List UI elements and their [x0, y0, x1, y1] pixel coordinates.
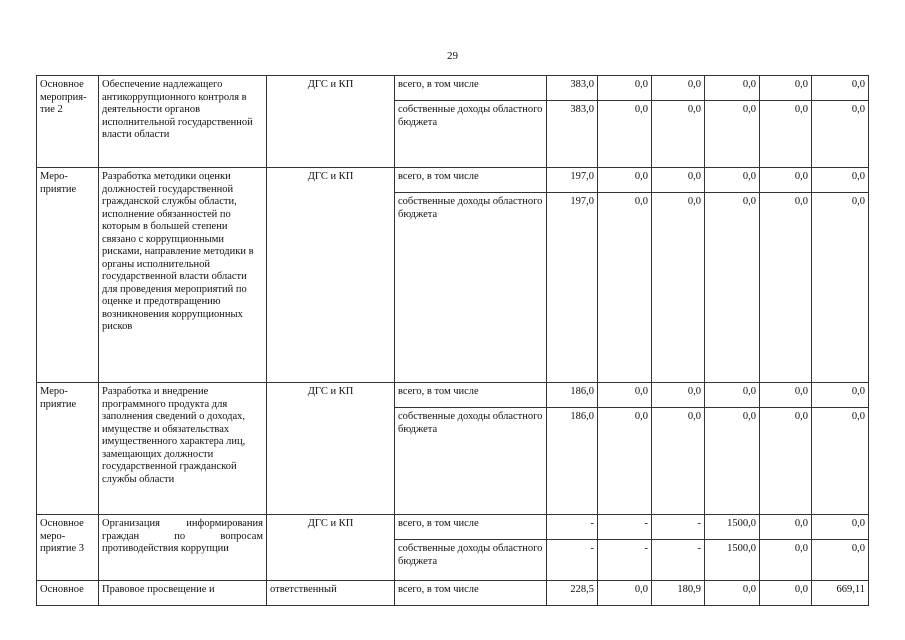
value-cell: - [652, 540, 705, 581]
event-type-cell: Основное меро-приятие 3 [37, 515, 99, 581]
value-cell: 0,0 [652, 168, 705, 193]
value-cell: 1500,0 [705, 540, 760, 581]
value-cell: 0,0 [760, 515, 812, 540]
value-cell: 0,0 [760, 76, 812, 101]
value-cell: - [547, 515, 598, 540]
value-cell: 186,0 [547, 408, 598, 515]
value-cell: 0,0 [652, 101, 705, 168]
value-cell: 0,0 [812, 515, 869, 540]
value-cell: 0,0 [812, 76, 869, 101]
value-cell: 228,5 [547, 581, 598, 606]
value-cell: 0,0 [705, 581, 760, 606]
value-cell: 0,0 [598, 193, 652, 383]
event-description-cell: Правовое просвещение и [99, 581, 267, 606]
event-type-cell: Меро-приятие [37, 168, 99, 383]
value-cell: - [547, 540, 598, 581]
value-cell: 0,0 [705, 193, 760, 383]
value-cell: 197,0 [547, 193, 598, 383]
funding-source-cell: всего, в том числе [395, 168, 547, 193]
value-cell: - [598, 540, 652, 581]
value-cell: 669,11 [812, 581, 869, 606]
value-cell: 0,0 [705, 101, 760, 168]
funding-source-cell: собственные доходы областного бюджета [395, 540, 547, 581]
value-cell: 0,0 [652, 408, 705, 515]
table-row [37, 581, 869, 606]
funding-source-cell: собственные доходы областного бюджета [395, 408, 547, 515]
value-cell: 197,0 [547, 168, 598, 193]
value-cell: 180,9 [652, 581, 705, 606]
value-cell: 0,0 [812, 193, 869, 383]
responsible-cell: ДГС и КП [267, 76, 395, 168]
table-row [37, 76, 869, 101]
value-cell: 0,0 [598, 581, 652, 606]
event-description-cell: Разработка и внедрение программного продукта для заполнения сведений о доходах, имуществе и обязательствах имущественного характера лиц, замещающих должности государственной гражданской службы области [99, 383, 267, 515]
value-cell: 383,0 [547, 101, 598, 168]
value-cell: 1500,0 [705, 515, 760, 540]
value-cell: 0,0 [652, 193, 705, 383]
value-cell: 0,0 [705, 168, 760, 193]
value-cell: 0,0 [652, 383, 705, 408]
value-cell: 0,0 [760, 168, 812, 193]
funding-source-cell: всего, в том числе [395, 581, 547, 606]
value-cell: 0,0 [760, 193, 812, 383]
value-cell: 0,0 [598, 408, 652, 515]
value-cell: 0,0 [598, 76, 652, 101]
value-cell: 0,0 [598, 101, 652, 168]
responsible-cell: ДГС и КП [267, 168, 395, 383]
event-type-cell: Основное мероприя-тие 2 [37, 76, 99, 168]
funding-source-cell: всего, в том числе [395, 515, 547, 540]
value-cell: 0,0 [812, 383, 869, 408]
event-type-cell: Меро-приятие [37, 383, 99, 515]
funding-source-cell: собственные доходы областного бюджета [395, 193, 547, 383]
event-type-cell: Основное [37, 581, 99, 606]
value-cell: 0,0 [760, 581, 812, 606]
funding-source-cell: собственные доходы областного бюджета [395, 101, 547, 168]
responsible-cell: ДГС и КП [267, 515, 395, 581]
page-number: 29 [447, 50, 458, 62]
event-description-cell: Организация информирования граждан по вопросам противодействия коррупции [99, 515, 267, 581]
responsible-cell: ответственный [267, 581, 395, 606]
funding-source-cell: всего, в том числе [395, 76, 547, 101]
value-cell: 0,0 [760, 383, 812, 408]
responsible-cell: ДГС и КП [267, 383, 395, 515]
value-cell: 0,0 [760, 101, 812, 168]
table-row [37, 383, 869, 408]
budget-table [36, 75, 869, 606]
value-cell: 0,0 [812, 101, 869, 168]
value-cell: 0,0 [812, 408, 869, 515]
value-cell: 0,0 [705, 408, 760, 515]
value-cell: 0,0 [812, 540, 869, 581]
value-cell: - [598, 515, 652, 540]
value-cell: 186,0 [547, 383, 598, 408]
value-cell: 383,0 [547, 76, 598, 101]
value-cell: 0,0 [812, 168, 869, 193]
funding-source-cell: всего, в том числе [395, 383, 547, 408]
table-row [37, 168, 869, 193]
value-cell: - [652, 515, 705, 540]
event-description-cell: Разработка методики оценки должностей государственной гражданской службы области, исполнение обязанностей по которым в большей степени связано с коррупционными рисками, направление методики в органы исполнительной государственной власти области для проведения мероприятий по оценке и предотвращению возникновения коррупционных рисков [99, 168, 267, 383]
value-cell: 0,0 [598, 168, 652, 193]
event-description-cell: Обеспечение надлежащего антикоррупционного контроля в деятельности органов исполнительной государственной власти области [99, 76, 267, 168]
value-cell: 0,0 [760, 408, 812, 515]
value-cell: 0,0 [705, 76, 760, 101]
value-cell: 0,0 [705, 383, 760, 408]
value-cell: 0,0 [598, 383, 652, 408]
table-row [37, 515, 869, 540]
value-cell: 0,0 [760, 540, 812, 581]
value-cell: 0,0 [652, 76, 705, 101]
